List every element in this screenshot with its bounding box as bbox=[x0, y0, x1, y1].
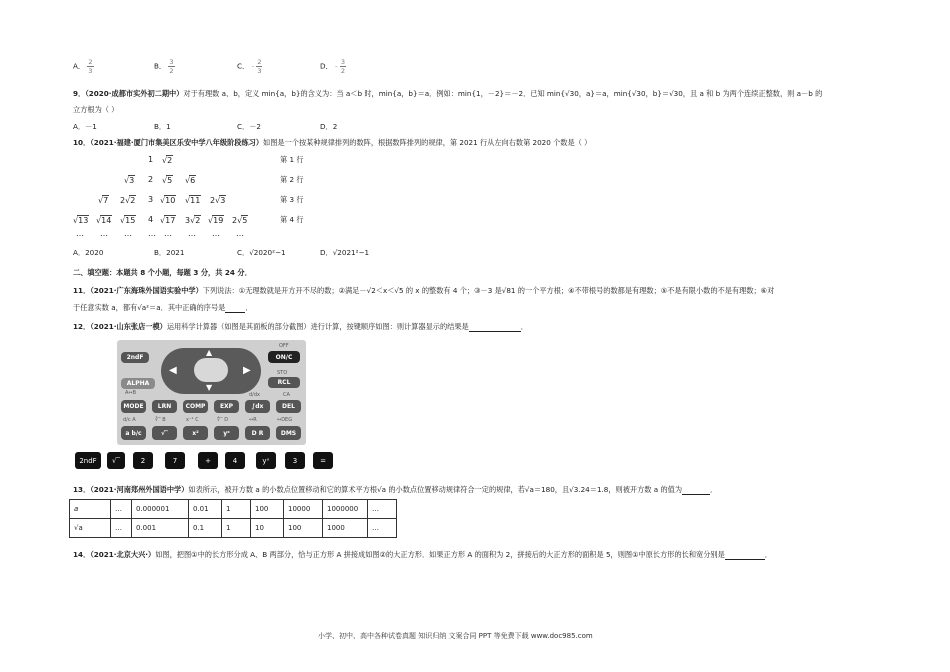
panel-label: ↔DEG bbox=[277, 417, 293, 423]
q9-stem-line2: 立方根为（ ） bbox=[73, 105, 119, 114]
array-cell: √6 bbox=[185, 176, 196, 185]
array-cell: 3√2 bbox=[185, 216, 201, 225]
table-cell: 0.001 bbox=[132, 519, 189, 538]
table-cell: a bbox=[70, 500, 111, 519]
table-cell: 1000 bbox=[323, 519, 368, 538]
minus-sign: - bbox=[335, 62, 338, 71]
array-cell: √10 bbox=[160, 196, 176, 205]
array-cell: 2√3 bbox=[210, 196, 226, 205]
table-cell: 10000 bbox=[284, 500, 323, 519]
array-dots: … bbox=[148, 229, 156, 238]
question-text-end: ． bbox=[764, 550, 772, 559]
array-dots: … bbox=[100, 229, 108, 238]
panel-key: RCL bbox=[268, 377, 300, 388]
panel-key: yˣ bbox=[214, 426, 239, 440]
key-plus: + bbox=[198, 452, 218, 469]
fraction: $\frac{3}{2}$ bbox=[169, 58, 174, 75]
panel-label: OFF bbox=[279, 343, 289, 349]
array-cell: 3 bbox=[148, 195, 154, 204]
q9-option-d: D．2 bbox=[320, 122, 338, 131]
sqrt-table bbox=[69, 499, 397, 538]
array-dots: … bbox=[236, 229, 244, 238]
row-label: 第 4 行 bbox=[280, 215, 304, 224]
up-arrow-icon: ▲ bbox=[206, 348, 213, 357]
panel-key: D R bbox=[245, 426, 270, 440]
panel-key: DEL bbox=[276, 400, 301, 413]
row-label: 第 3 行 bbox=[280, 195, 304, 204]
answer-blank[interactable] bbox=[469, 322, 521, 332]
panel-label: d/dx bbox=[249, 392, 260, 398]
array-cell: 2√5 bbox=[232, 216, 248, 225]
q13-stem bbox=[73, 485, 717, 495]
answer-blank[interactable] bbox=[682, 485, 710, 495]
question-source: （2021·福建·厦门市集美区乐安中学八年级阶段练习） bbox=[90, 138, 264, 147]
table-cell: … bbox=[111, 500, 132, 519]
array-dots: … bbox=[164, 229, 172, 238]
q9-option-a: A．－1 bbox=[73, 122, 97, 131]
panel-label: ∜‾ D bbox=[217, 417, 229, 423]
array-cell: √3 bbox=[124, 176, 135, 185]
table-row bbox=[70, 519, 397, 538]
key-sqrt: √‾ bbox=[107, 452, 125, 469]
panel-key: EXP bbox=[214, 400, 239, 413]
q14-stem bbox=[73, 550, 772, 560]
page-footer: 小学、初中、高中各种试卷真题 知识归纳 文案合同 PPT 等免费下载 www.doc985.com bbox=[318, 632, 593, 640]
panel-label: x⁻¹ C bbox=[186, 417, 199, 423]
q8-option-a bbox=[73, 58, 94, 75]
array-cell: 2√2 bbox=[120, 196, 136, 205]
arrow-pad bbox=[161, 348, 261, 394]
fraction: $\frac{2}{3}$ bbox=[88, 58, 93, 75]
table-cell: 0.000001 bbox=[132, 500, 189, 519]
option-label: C． bbox=[237, 61, 250, 71]
question-text: 如图，把图①中的长方形分成 A、B 两部分，恰与正方形 A 拼接成如图②的大正方形．如果正方形 A 的面积为 2，拼接后的大正方形的面积是 5，则图①中原长方形的长和宽分别是 bbox=[155, 550, 725, 559]
panel-label: d/c A bbox=[123, 417, 136, 423]
table-cell: 0.1 bbox=[189, 519, 222, 538]
question-text: 运用科学计算器（如图是其面板的部分截图）进行计算，按键顺序如图：则计算器显示的结果是 bbox=[166, 322, 469, 331]
array-cell: √14 bbox=[96, 216, 112, 225]
question-number: 14． bbox=[73, 550, 91, 559]
q8-option-b bbox=[154, 58, 175, 75]
q10-option-b: B．2021 bbox=[154, 248, 185, 257]
right-arrow-icon: ▶ bbox=[243, 365, 251, 376]
q8-option-d bbox=[320, 58, 346, 75]
panel-key: √‾ bbox=[152, 426, 177, 440]
table-cell: … bbox=[111, 519, 132, 538]
array-cell: 4 bbox=[148, 215, 154, 224]
panel-key: a b/c bbox=[121, 426, 146, 440]
fraction: $\frac{3}{2}$ bbox=[340, 58, 345, 75]
answer-blank[interactable] bbox=[225, 303, 245, 313]
question-source: （2021·北京大兴·） bbox=[90, 550, 156, 559]
panel-key: ON/C bbox=[268, 351, 300, 363]
q11-stem-line2 bbox=[73, 303, 253, 313]
array-dots: … bbox=[124, 229, 132, 238]
array-cell: √17 bbox=[160, 216, 176, 225]
panel-key: ∫dx bbox=[245, 400, 270, 413]
question-source: （2021·山东张店一模） bbox=[90, 322, 167, 331]
question-number: 12． bbox=[73, 322, 91, 331]
q11-stem bbox=[73, 286, 774, 296]
key-7: 7 bbox=[165, 452, 185, 469]
panel-label: CA bbox=[283, 392, 290, 398]
option-label: A． bbox=[73, 61, 86, 71]
question-number: 11． bbox=[73, 286, 91, 295]
table-cell: 1 bbox=[222, 519, 251, 538]
answer-blank[interactable] bbox=[725, 550, 765, 560]
calculator-panel-image bbox=[117, 340, 306, 445]
q9-stem bbox=[73, 89, 822, 99]
table-cell: 1 bbox=[222, 500, 251, 519]
array-cell: 1 bbox=[148, 155, 154, 164]
q10-option-d: D．√2021²−1 bbox=[320, 248, 370, 257]
q9-option-c: C．－2 bbox=[237, 122, 261, 131]
array-cell: √15 bbox=[120, 216, 136, 225]
key-3: 3 bbox=[285, 452, 305, 469]
table-cell: 1000000 bbox=[323, 500, 368, 519]
array-cell: 2 bbox=[148, 175, 154, 184]
question-text: 下列说法：①无理数就是开方开不尽的数；②满足－√2＜x＜√5 的 x 的整数有 4 个；③－3 是√81 的一个平方根；④不带根号的数都是有理数；⑤不是有限小数的不是有理数；⑥对 bbox=[202, 286, 775, 295]
table-cell: … bbox=[368, 500, 397, 519]
fraction: $\frac{2}{3}$ bbox=[257, 58, 262, 75]
table-cell: 0.01 bbox=[189, 500, 222, 519]
key-equals: = bbox=[313, 452, 333, 469]
panel-key: DMS bbox=[276, 426, 301, 440]
key-2: 2 bbox=[133, 452, 153, 469]
center-button bbox=[194, 358, 228, 382]
array-cell: √5 bbox=[162, 176, 173, 185]
question-text: 如表所示，被开方数 a 的小数点位置移动和它的算术平方根√a 的小数点位置移动规律符合一定的规律，若√a＝180，且√3.24＝1.8，则被开方数 a 的值为 bbox=[188, 485, 683, 494]
panel-key: LRN bbox=[152, 400, 177, 413]
array-dots: … bbox=[212, 229, 220, 238]
array-cell: √2 bbox=[162, 156, 173, 165]
array-cell: √13 bbox=[73, 216, 89, 225]
panel-label: STO bbox=[277, 370, 288, 376]
array-cell: √11 bbox=[185, 196, 201, 205]
table-cell: 100 bbox=[284, 519, 323, 538]
question-source: （2021·河南郑州外国语中学） bbox=[90, 485, 189, 494]
question-text-end: ． bbox=[245, 303, 253, 312]
row-label: 第 1 行 bbox=[280, 155, 304, 164]
panel-key: MODE bbox=[121, 400, 146, 413]
down-arrow-icon: ▼ bbox=[206, 383, 213, 392]
key-2ndf: 2ndF bbox=[75, 452, 101, 469]
row-label: 第 2 行 bbox=[280, 175, 304, 184]
q10-option-c: C．√2020²−1 bbox=[237, 248, 286, 257]
table-cell: 100 bbox=[251, 500, 284, 519]
question-text: 于任意实数 a，都有√a²＝a．其中正确的序号是 bbox=[73, 303, 226, 312]
panel-label: A↔B bbox=[125, 390, 137, 396]
question-number: 10． bbox=[73, 138, 91, 147]
question-number: 13． bbox=[73, 485, 91, 494]
option-label: B． bbox=[154, 61, 167, 71]
question-text: 对于有理数 a、b，定义 min{a，b}的含义为：当 a＜b 时，min{a，b}＝a．例如：min{1，－2}＝－2．已知 min{√30，a}＝a，min{√30，b}＝√30，且 a 和 b 为两个连续正整数，则 a－b 的 bbox=[183, 89, 823, 98]
q9-option-b: B．1 bbox=[154, 122, 171, 131]
panel-label: ∛‾ B bbox=[155, 417, 166, 423]
q10-option-a: A．2020 bbox=[73, 248, 104, 257]
table-cell: … bbox=[368, 519, 397, 538]
question-text: 如图是一个按某种规律排列的数阵，根据数阵排列的规律，第 2021 行从左向右数第 2020 个数是（ ） bbox=[263, 138, 592, 147]
panel-key: COMP bbox=[183, 400, 208, 413]
option-label: D． bbox=[320, 61, 333, 71]
key-power: yˣ bbox=[256, 452, 276, 469]
array-cell: √19 bbox=[208, 216, 224, 225]
panel-label: ↔R bbox=[249, 417, 257, 423]
question-number: 9． bbox=[73, 89, 86, 98]
panel-key: ALPHA bbox=[121, 378, 155, 389]
panel-key: x² bbox=[183, 426, 208, 440]
left-arrow-icon: ◀ bbox=[169, 365, 177, 376]
array-cell: √7 bbox=[98, 196, 109, 205]
q12-stem bbox=[73, 322, 528, 332]
array-dots: … bbox=[188, 229, 196, 238]
section-heading: 二、填空题：本题共 8 个小题，每题 3 分，共 24 分． bbox=[73, 268, 252, 277]
key-4: 4 bbox=[225, 452, 245, 469]
question-source: （2021·广东海珠外国语实验中学） bbox=[90, 286, 203, 295]
question-source: （2020·成都市实外初二期中） bbox=[85, 89, 184, 98]
q8-option-c bbox=[237, 58, 262, 75]
table-cell: √a bbox=[70, 519, 111, 538]
array-dots: … bbox=[76, 229, 84, 238]
question-text-end: ． bbox=[710, 485, 718, 494]
q10-stem bbox=[73, 138, 591, 148]
table-cell: 10 bbox=[251, 519, 284, 538]
question-text-end: ． bbox=[520, 322, 528, 331]
minus-sign: - bbox=[251, 62, 255, 71]
panel-key: 2ndF bbox=[121, 352, 149, 363]
table-row bbox=[70, 500, 397, 519]
